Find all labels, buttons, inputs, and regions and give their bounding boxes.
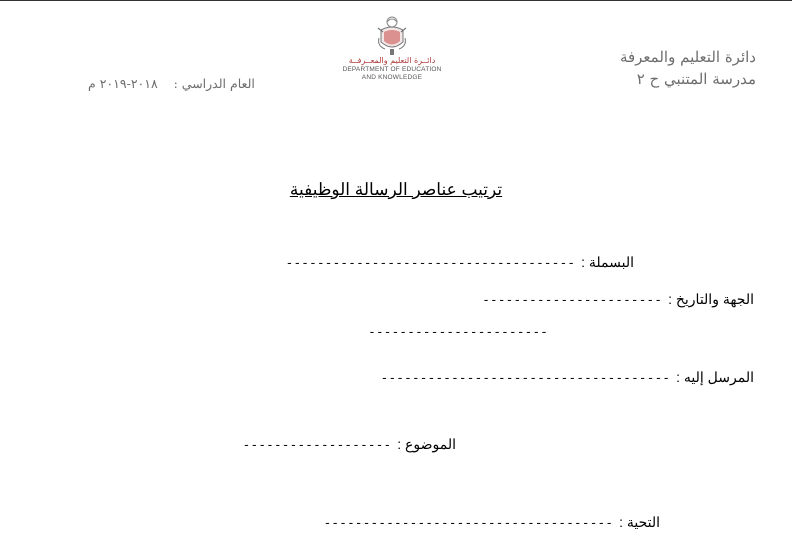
logo-arabic-text: دائــرة التعليم والمعــرفــة bbox=[348, 56, 436, 65]
entity-date-label: الجهة والتاريخ : bbox=[668, 291, 754, 307]
logo-english-line2: AND KNOWLEDGE bbox=[361, 73, 423, 81]
field-recipient bbox=[381, 369, 754, 386]
subject-label: الموضوع : bbox=[397, 436, 456, 452]
header-organization bbox=[620, 46, 756, 90]
department-logo bbox=[336, 16, 448, 96]
greeting-blank: ------------------------------------- bbox=[323, 516, 614, 531]
logo-english-line1: DEPARTMENT OF EDUCATION bbox=[342, 66, 442, 73]
field-basmala bbox=[286, 254, 634, 271]
field-entity-date bbox=[482, 291, 754, 308]
title-text: ترتيب عناصر الرسالة الوظيفية bbox=[289, 180, 503, 199]
department-name: دائرة التعليم والمعرفة bbox=[619, 48, 756, 66]
recipient-blank: ------------------------------------- bbox=[380, 371, 671, 386]
field-subject bbox=[243, 436, 456, 453]
recipient-label: المرسل إليه : bbox=[676, 369, 754, 385]
academic-year-label: العام الدراسي : bbox=[173, 76, 255, 91]
entity-date-blank-2: ----------------------- bbox=[368, 325, 549, 340]
subject-blank: ------------------- bbox=[242, 438, 392, 453]
emblem-icon bbox=[375, 16, 409, 56]
field-greeting bbox=[323, 514, 660, 531]
academic-year-value: ٢٠١٨-٢٠١٩ م bbox=[88, 76, 158, 91]
page-title bbox=[0, 180, 792, 200]
top-border-line bbox=[0, 0, 792, 1]
greeting-label: التحية : bbox=[619, 514, 660, 530]
school-name: مدرسة المتنبي ح ٢ bbox=[636, 70, 756, 88]
entity-date-blank: ----------------------- bbox=[482, 293, 663, 308]
basmala-blank: ------------------------------------- bbox=[285, 256, 576, 271]
academic-year bbox=[88, 76, 328, 91]
basmala-label: البسملة : bbox=[581, 254, 634, 270]
